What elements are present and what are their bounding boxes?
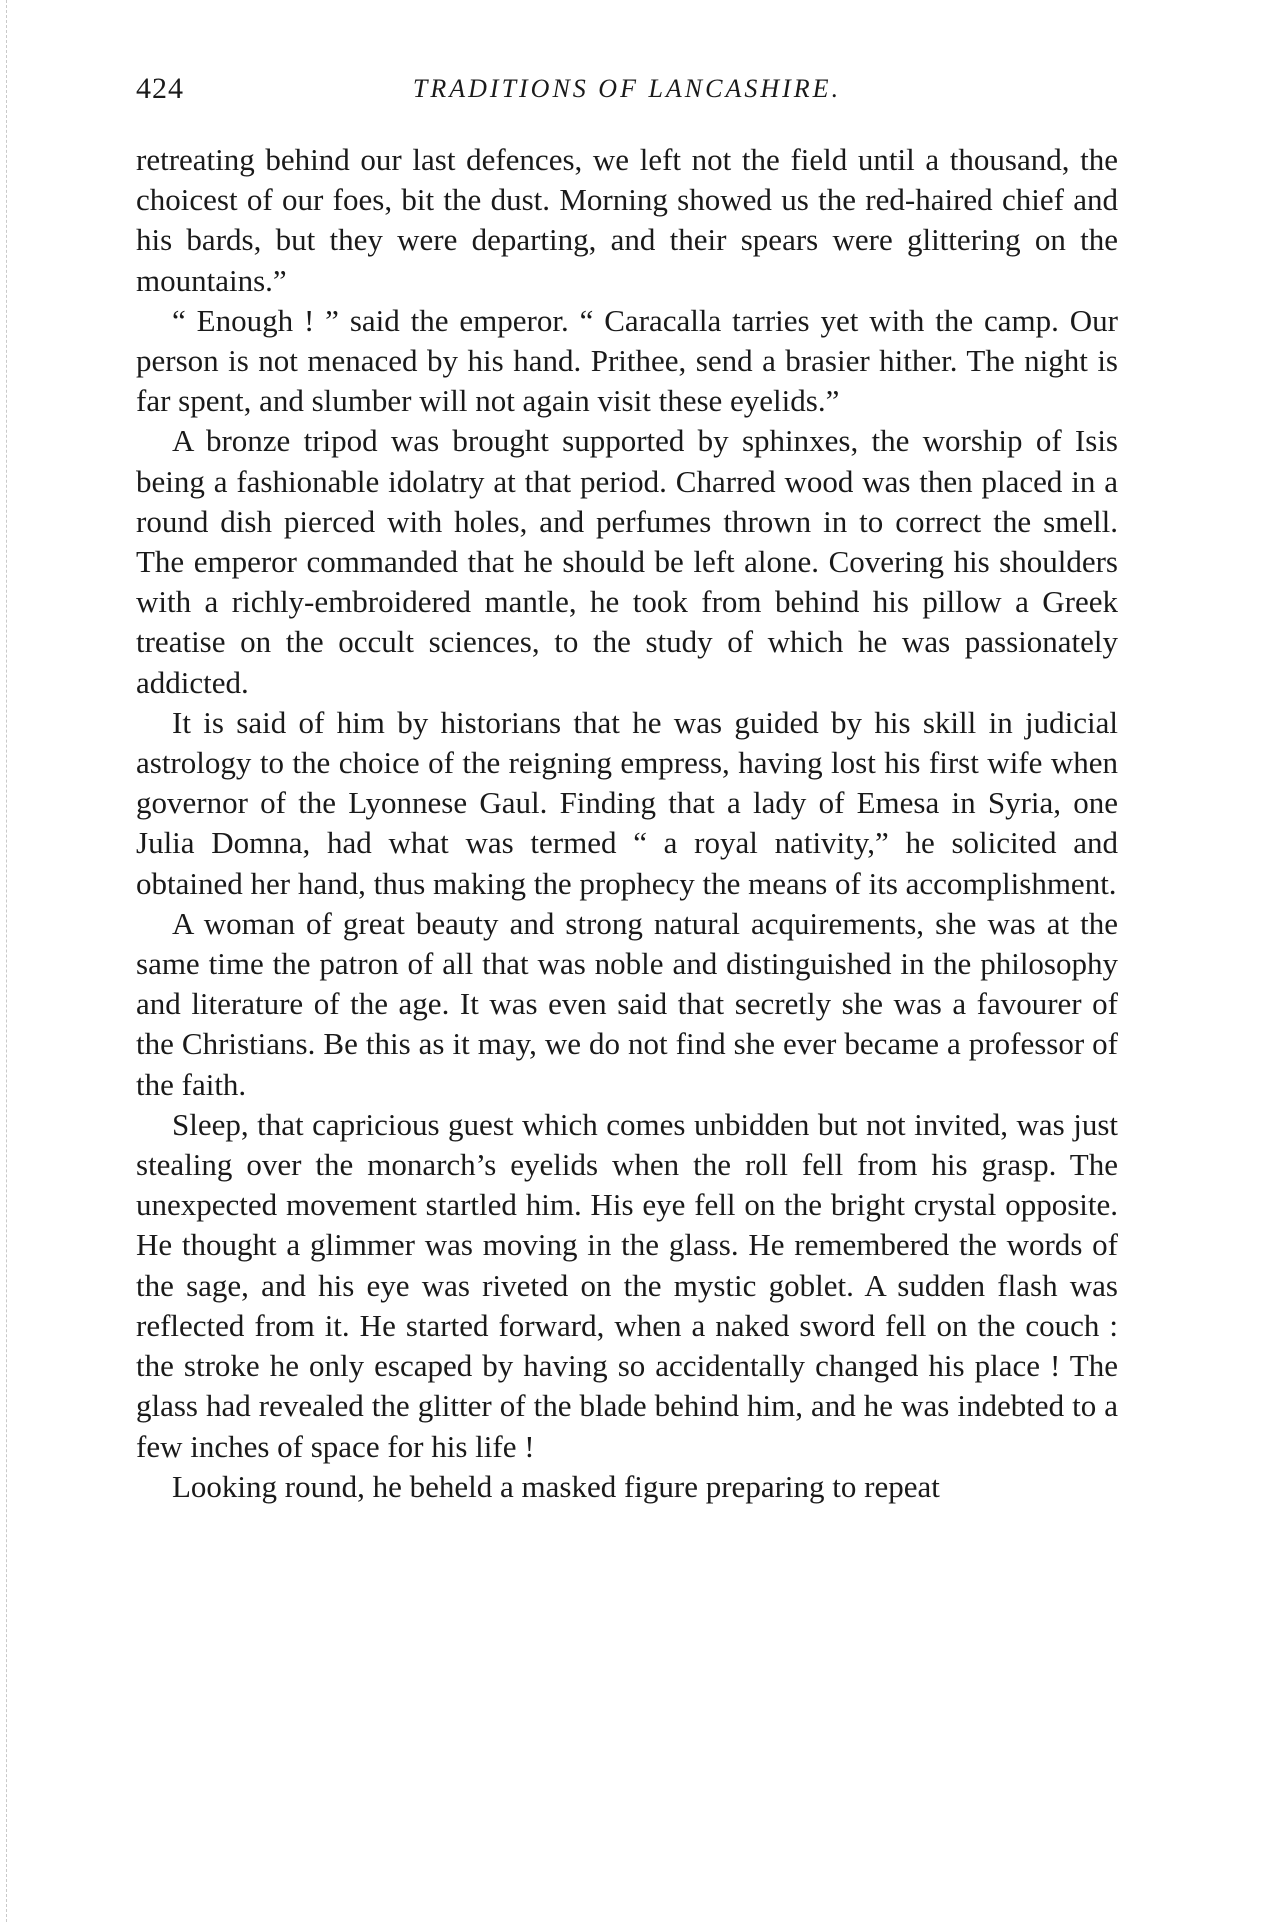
page-edge — [0, 0, 7, 1922]
paragraph: It is said of him by historians that he was guided by his skill in judicial astrology to the choice of the reigning empress, having lost his first wife when governor of the Lyonnese Gaul. Finding that a lady of Emesa in Syria, one Julia Domna, had what was termed “ a royal nativity,” he solicited and obtained her hand, thus making the prophecy the means of its accomplishment. — [136, 704, 1118, 901]
paragraph: retreating behind our last defences, we left not the field until a thousand, the choicest of our foes, bit the dust. Morning showed us the red-haired chief and his bards, but they were departing, and their spears were glittering on the mountains.” — [136, 142, 1118, 298]
body-text — [136, 140, 1118, 1507]
running-title: TRADITIONS OF LANCASHIRE. — [412, 74, 842, 103]
paragraph: A woman of great beauty and strong natural acquirements, she was at the same time the patron of all that was noble and distinguished in the philosophy and literature of the age. It was even said that secretly she was a favourer of the Christians. Be this as it may, we do not find she ever became a professor of the faith. — [136, 905, 1118, 1102]
paragraph: “ Enough ! ” said the emperor. “ Caracalla tarries yet with the camp. Our person is not menaced by his hand. Prithee, send a brasier hither. The night is far spent, and slumber will not again visit these eyelids.” — [136, 302, 1118, 419]
paragraph: A bronze tripod was brought supported by sphinxes, the worship of Isis being a fashionable idolatry at that period. Charred wood was then placed in a round dish pierced with holes, and perfumes thrown in to correct the smell. The emperor commanded that he should be left alone. Covering his shoulders with a richly-embroidered mantle, he took from behind his pillow a Greek treatise on the occult sciences, to the study of which he was passionately addicted. — [136, 423, 1118, 700]
paragraph: Looking round, he beheld a masked figure preparing to repeat — [172, 1468, 940, 1504]
page-header — [136, 72, 1118, 112]
paragraph: Sleep, that capricious guest which comes unbidden but not invited, was just stealing over the monarch’s eyelids when the roll fell from his grasp. The unexpected movement startled him. His eye fell on the bright crystal opposite. He thought a glimmer was moving in the glass. He remembered the words of the sage, and his eye was riveted on the mystic goblet. A sudden flash was reflected from it. He started forward, when a naked sword fell on the couch : the stroke he only escaped by having so accidentally changed his place ! The glass had revealed the glitter of the blade behind him, and he was indebted to a few inches of space for his life ! — [136, 1106, 1118, 1464]
page-number: 424 — [136, 72, 184, 105]
